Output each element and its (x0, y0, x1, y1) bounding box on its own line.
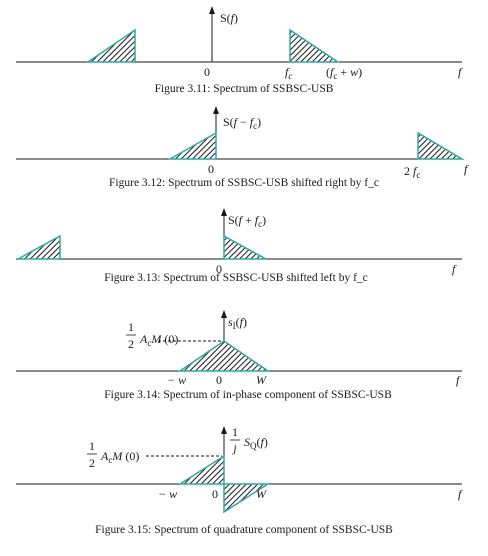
fraction-denominator: 2 (89, 456, 95, 470)
tick-w: W (256, 487, 266, 501)
tick-0: 0 (208, 162, 214, 176)
tick-minus-w: − w (158, 487, 178, 501)
figure-3-13 (16, 208, 462, 284)
tick-0: 0 (204, 65, 210, 79)
level-label-half-ac-m0 (126, 320, 178, 351)
axis-arrowhead (221, 426, 227, 434)
figure-3-12 (16, 106, 469, 189)
tick-0: 0 (216, 262, 222, 276)
baseband-triangle (224, 236, 266, 259)
figure-3-14 (16, 310, 462, 401)
caption-3-13: Figure 3.13: Spectrum of SSBSC-USB shifted left by f_c (104, 272, 368, 284)
fraction-denominator: 2 (128, 337, 134, 351)
caption-3-12: Figure 3.12: Spectrum of SSBSC-USB shifted right by f_c (109, 177, 379, 189)
axis-arrowhead (209, 6, 215, 14)
spectrum-label-s-i-of-f: $s_I(f)$ (228, 315, 248, 331)
axis-arrowhead (221, 208, 227, 216)
shifted-triangle (18, 236, 60, 259)
f-axis-label: f (458, 65, 462, 79)
level-value: $A_cM$ (0) (140, 332, 179, 348)
tick-fc-plus-w: $(f_c + w)$ (326, 65, 363, 81)
tick-minus-w: − w (167, 373, 187, 387)
tick-2fc: 2 $f_c$ (404, 164, 421, 180)
caption-3-11: Figure 3.11: Spectrum of SSBSC-USB (154, 83, 334, 95)
level-label-half-ac-m0 (87, 439, 139, 470)
spectrum-label-s-of-f-minus-fc: $S(f - f_c)$ (223, 115, 262, 131)
negative-band-triangle (88, 30, 135, 62)
in-phase-spectrum-triangle (180, 341, 268, 371)
spectrum-label-s-of-f: S(f) (220, 11, 239, 25)
figure-3-11 (16, 6, 463, 95)
quadrature-negative-triangle (180, 456, 224, 484)
tick-0: 0 (212, 487, 218, 501)
f-axis-label: f (456, 373, 460, 387)
f-axis-label: f (458, 487, 462, 501)
tick-w: W (256, 373, 266, 387)
tick-0: 0 (216, 373, 222, 387)
axis-arrowhead (221, 310, 227, 318)
spectrum-value: $S_Q(f)$ (244, 435, 268, 451)
positive-band-triangle (290, 30, 338, 62)
fraction-denominator: j (233, 441, 237, 455)
f-axis-label: f (464, 162, 468, 176)
axis-arrowhead (213, 106, 219, 114)
fraction-numerator: 1 (89, 439, 95, 453)
spectrum-label-s-of-f-plus-fc: $S(f + f_c)$ (228, 213, 267, 229)
level-value: $A_cM$ (0) (101, 449, 140, 465)
spectrum-label-one-over-j-s-q-of-f (230, 425, 268, 455)
caption-3-15: Figure 3.15: Spectrum of quadrature component of SSBSC-USB (95, 524, 393, 536)
tick-fc: $f_c$ (285, 65, 293, 81)
baseband-triangle (170, 133, 216, 159)
shifted-triangle (418, 133, 462, 159)
caption-3-14: Figure 3.14: Spectrum of in-phase component of SSBSC-USB (104, 389, 392, 401)
fraction-numerator: 1 (232, 425, 238, 439)
f-axis-label: f (452, 262, 456, 276)
figure-3-15 (16, 425, 463, 536)
fraction-numerator: 1 (128, 320, 134, 334)
